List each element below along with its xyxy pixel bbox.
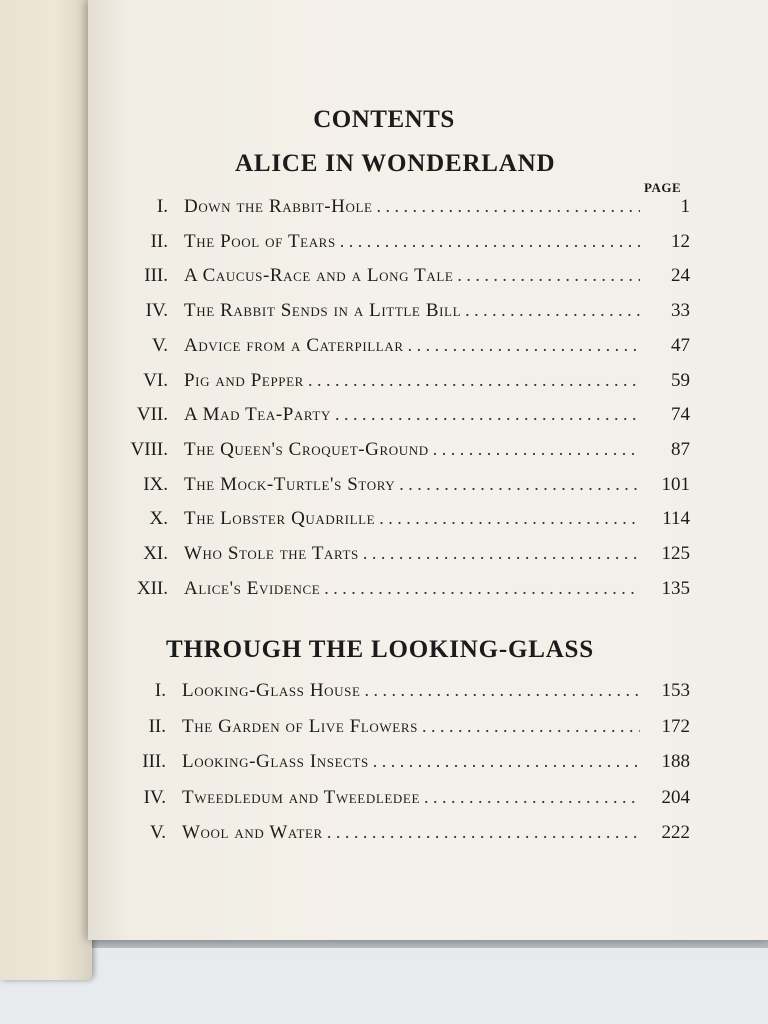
dot-leader	[422, 716, 640, 737]
chapter-numeral: IV.	[145, 300, 168, 322]
toc-row	[118, 265, 690, 297]
chapter-numeral: IX.	[143, 473, 168, 495]
toc-row	[118, 404, 690, 436]
chapter-page-number: 188	[661, 751, 690, 772]
book-title-through-the-looking-glass: THROUGH THE LOOKING-GLASS	[166, 636, 594, 663]
toc-row	[118, 196, 690, 228]
toc-row	[116, 787, 690, 819]
dot-leader	[308, 370, 640, 391]
chapter-page-number: 172	[661, 715, 690, 737]
chapter-numeral: V.	[151, 334, 168, 356]
chapter-title: Tweedledum and Tweedledee	[182, 786, 420, 808]
dot-leader	[424, 787, 640, 808]
dot-leader	[457, 265, 640, 286]
toc-row	[118, 300, 690, 332]
toc-row	[118, 335, 690, 367]
dot-leader	[335, 404, 640, 425]
chapter-numeral: II.	[148, 715, 166, 737]
dot-leader	[379, 508, 640, 529]
chapter-title: The Rabbit Sends in a Little Bill	[184, 300, 462, 322]
toc-row	[118, 543, 690, 575]
chapter-page-number: 114	[662, 508, 690, 530]
toc-row	[118, 370, 690, 402]
chapter-title: Wool and Water	[182, 822, 323, 843]
chapter-title: The Lobster Quadrille	[184, 508, 376, 530]
toc-row	[118, 578, 690, 610]
dot-leader	[373, 751, 640, 772]
toc-row	[116, 822, 690, 854]
chapter-title: Advice from a Caterpillar	[184, 334, 404, 356]
chapter-numeral: II.	[150, 230, 168, 252]
dot-leader	[340, 231, 640, 252]
dot-leader	[327, 822, 640, 843]
chapter-page-number: 135	[661, 577, 690, 599]
chapter-numeral: X.	[149, 508, 168, 530]
chapter-numeral: V.	[149, 822, 166, 843]
chapter-page-number: 24	[671, 265, 690, 287]
chapter-numeral: IV.	[143, 786, 166, 808]
chapter-page-number: 222	[661, 822, 690, 843]
chapter-page-number: 101	[661, 473, 690, 495]
dot-leader	[465, 300, 640, 321]
chapter-title: The Mock-Turtle's Story	[184, 473, 396, 495]
chapter-title: Pig and Pepper	[184, 369, 304, 391]
chapter-title: The Queen's Croquet-Ground	[184, 438, 429, 460]
chapter-title: A Caucus-Race and a Long Tale	[184, 265, 454, 287]
chapter-title: The Garden of Live Flowers	[182, 715, 418, 737]
chapter-numeral: I.	[154, 680, 166, 701]
chapter-title: Who Stole the Tarts	[184, 543, 359, 564]
dot-leader	[377, 196, 640, 217]
contents-heading: CONTENTS	[313, 106, 455, 133]
dot-leader	[363, 543, 640, 564]
toc-row	[118, 508, 690, 540]
chapter-page-number: 1	[680, 196, 690, 217]
book-cover-board	[0, 0, 92, 980]
chapter-title: Down the Rabbit-Hole	[184, 196, 373, 217]
toc-row	[116, 680, 690, 712]
chapter-title: A Mad Tea-Party	[184, 404, 331, 426]
chapter-page-number: 204	[661, 786, 690, 808]
chapter-title: Looking-Glass Insects	[182, 751, 369, 772]
chapter-numeral: XII.	[136, 577, 168, 599]
chapter-numeral: VIII.	[130, 438, 168, 460]
dot-leader	[324, 578, 640, 599]
toc-row	[118, 474, 690, 506]
dot-leader	[365, 680, 640, 701]
toc-row	[116, 716, 690, 748]
dot-leader	[433, 439, 640, 460]
dot-leader	[399, 474, 640, 495]
chapter-numeral: III.	[142, 751, 166, 772]
chapter-page-number: 59	[671, 369, 690, 391]
chapter-page-number: 74	[671, 404, 690, 426]
chapter-page-number: 47	[671, 334, 690, 356]
chapter-page-number: 87	[671, 438, 690, 460]
chapter-page-number: 153	[661, 680, 690, 701]
page-column-label: PAGE	[644, 180, 682, 195]
chapter-title: Alice's Evidence	[184, 577, 321, 599]
book-title-alice-in-wonderland: ALICE IN WONDERLAND	[235, 150, 556, 177]
dot-leader	[408, 335, 640, 356]
chapter-title: Looking-Glass House	[182, 680, 361, 701]
chapter-numeral: VII.	[136, 404, 168, 426]
chapter-numeral: III.	[144, 265, 168, 287]
chapter-title: The Pool of Tears	[184, 230, 336, 252]
toc-row	[116, 751, 690, 783]
chapter-page-number: 125	[661, 543, 690, 564]
chapter-numeral: XI.	[143, 543, 168, 564]
chapter-numeral: VI.	[143, 369, 168, 391]
toc-row	[118, 439, 690, 471]
toc-row	[118, 231, 690, 263]
chapter-page-number: 33	[671, 300, 690, 322]
chapter-page-number: 12	[671, 230, 690, 252]
chapter-numeral: I.	[156, 196, 168, 217]
